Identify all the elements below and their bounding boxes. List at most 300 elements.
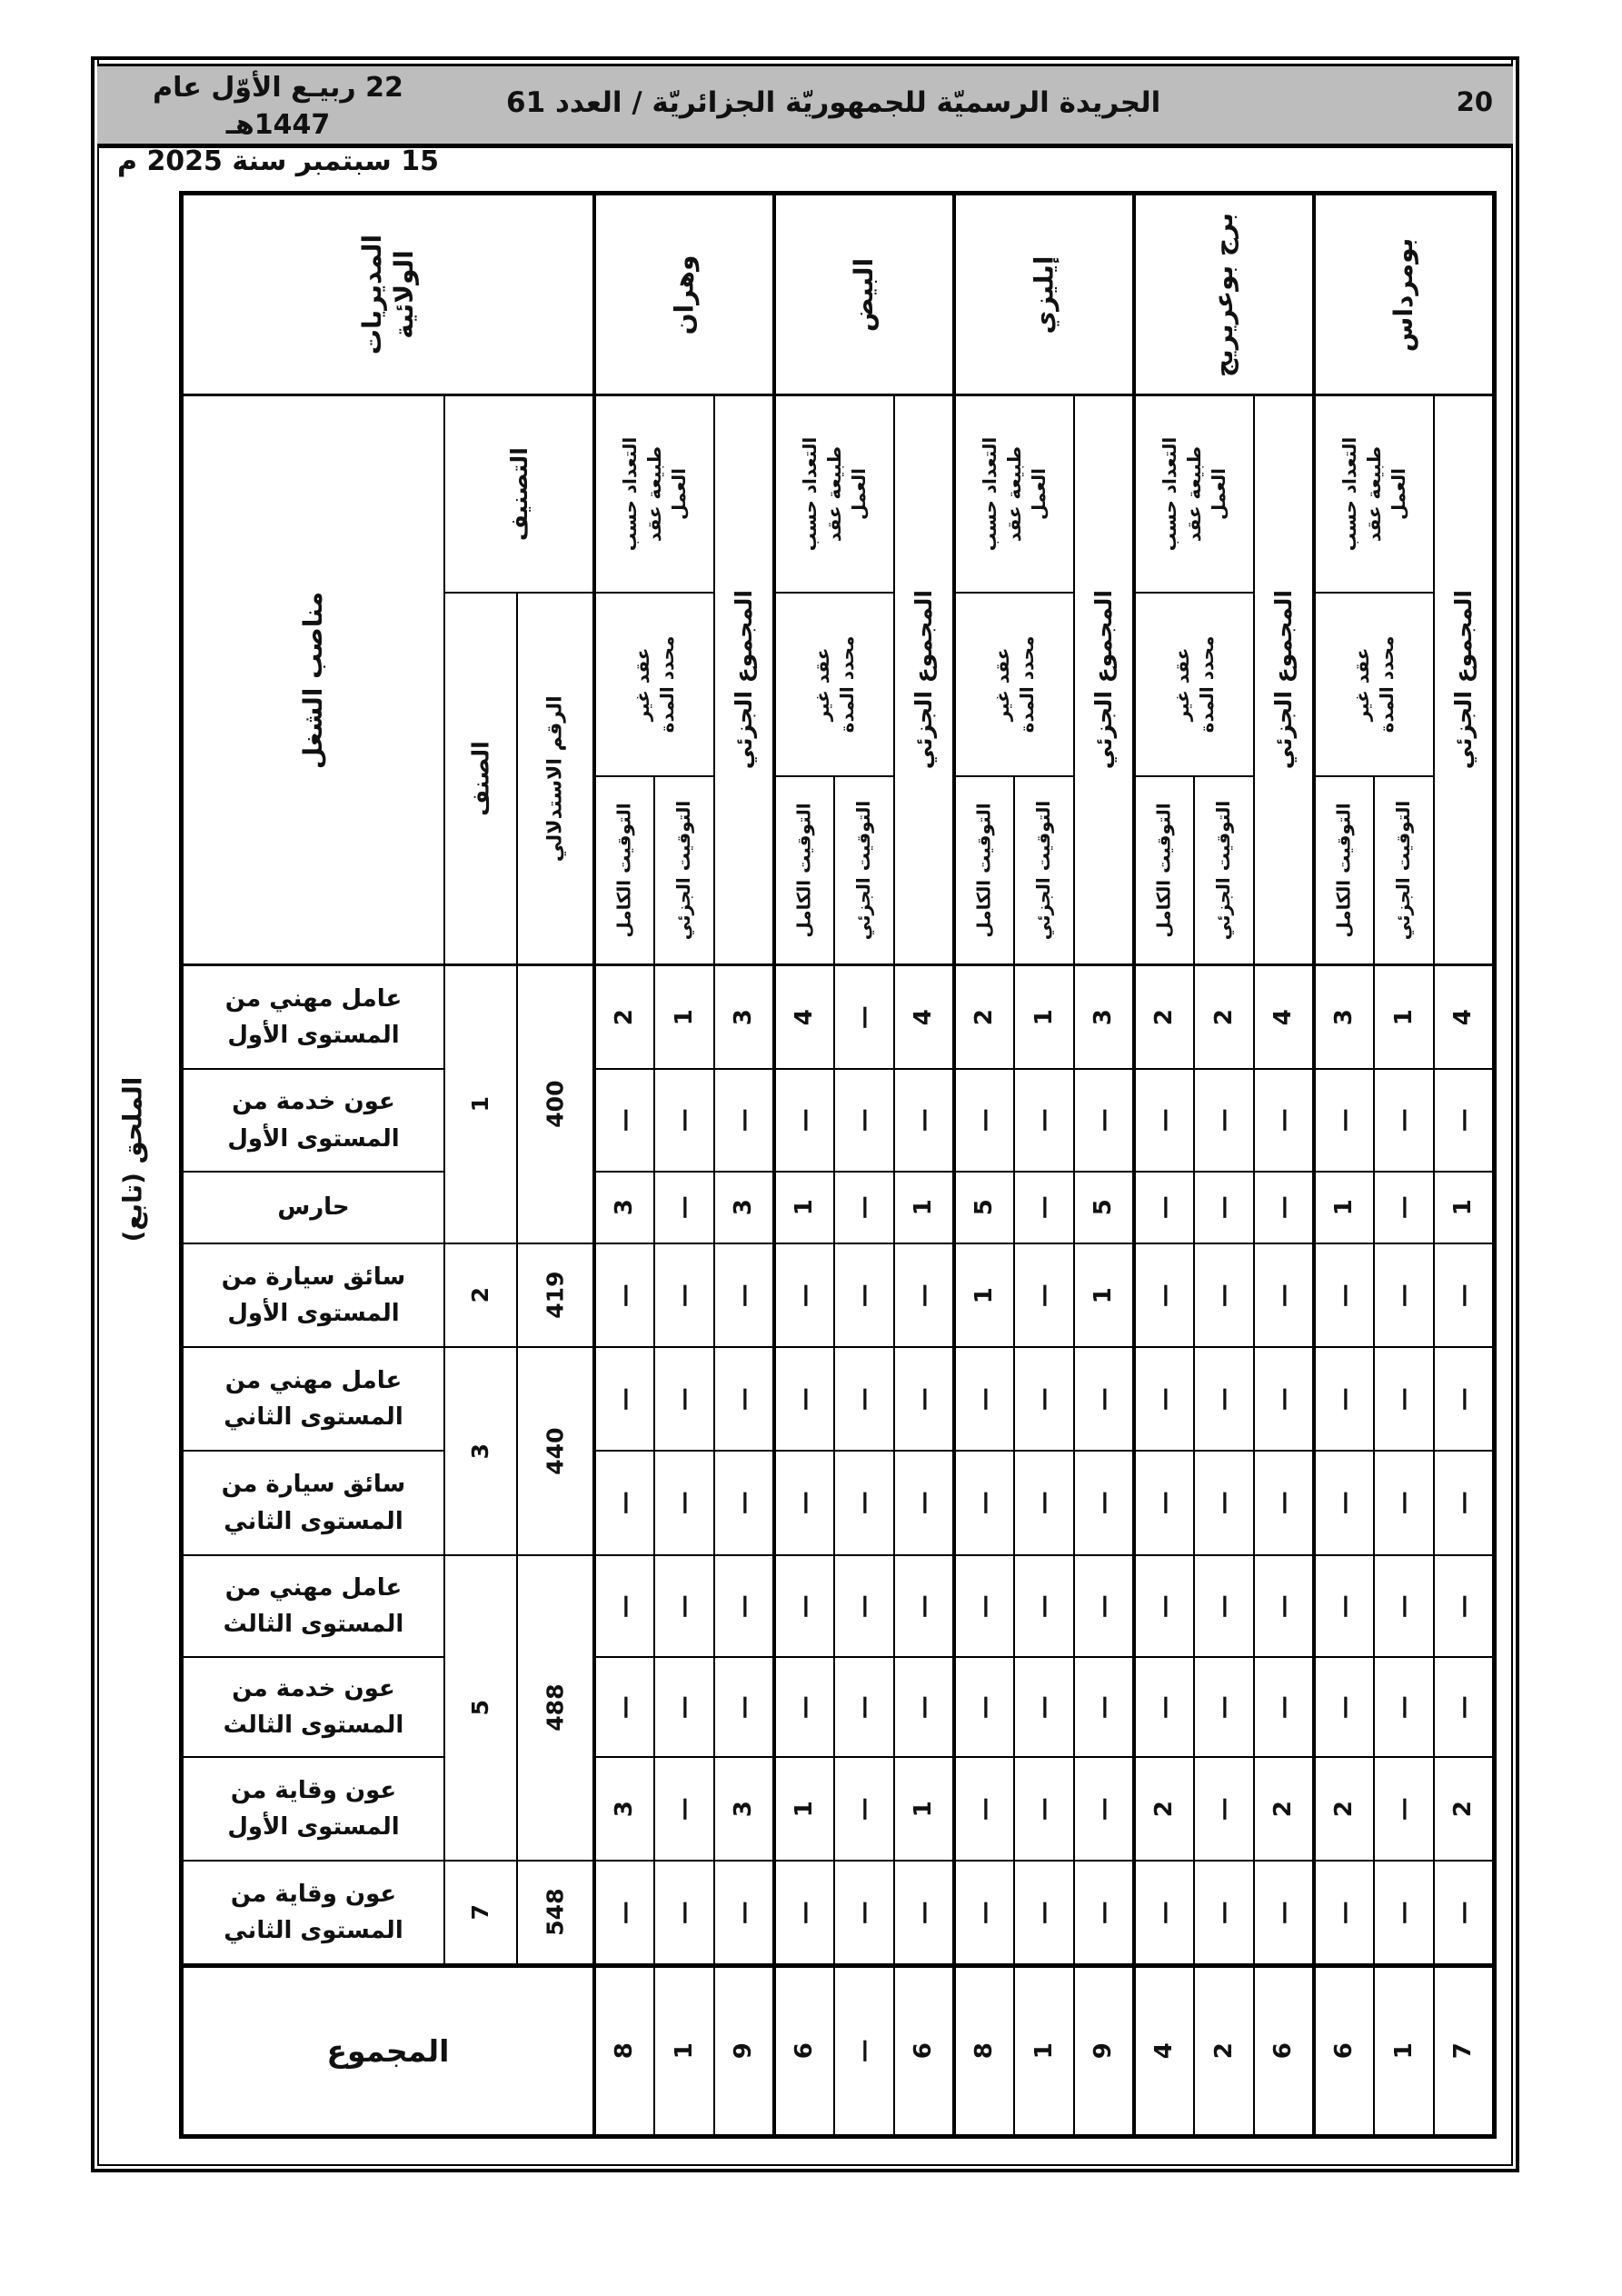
journal-title: الجريدة الرسميّة للجمهوريّة الجزائريّة / العدد 61 [506,86,1161,119]
data-cell-text: 1 [670,1008,698,1026]
data-cell-text: — [1150,1283,1179,1307]
job-title-text: حارس [277,1193,350,1222]
data-cell-text: — [850,1901,878,1924]
data-cell [1255,1173,1312,1243]
subtotal-header [715,396,772,963]
subtotal-header-text: المجموع الجزئي [1090,590,1117,770]
data-cell [776,1173,833,1243]
data-cell [835,1452,893,1554]
data-cell-text: — [970,1108,999,1133]
data-cell-text: — [1150,1491,1179,1515]
data-cell [1015,1244,1073,1346]
fulltime-header-text: التوقيت الكامل [1333,803,1356,938]
data-cell-text: — [1150,1387,1179,1411]
data-cell [1316,966,1373,1068]
data-cell-text: — [1389,1695,1418,1719]
data-cell-text: — [611,1387,639,1411]
data-cell [715,1244,772,1346]
data-cell [1136,1758,1193,1860]
parttime-header [835,777,893,963]
data-cell [1316,1173,1373,1243]
data-cell-text: — [791,1594,819,1618]
data-cell-text: — [730,1491,758,1515]
data-cell [1136,1452,1193,1554]
data-cell [715,1452,772,1554]
data-cell-text: — [670,1901,698,1924]
total-cell [596,1968,653,2134]
data-cell-text: — [850,1005,878,1029]
fulltime-header-text: التوقيت الكامل [1153,803,1176,938]
data-cell [1015,1070,1073,1171]
job-title [184,1348,443,1450]
subtotal-header [1075,396,1132,963]
data-cell-text: 2 [1209,1008,1238,1026]
count-by-contract-header [776,396,893,592]
data-cell-text: — [791,1387,819,1411]
data-cell [776,966,833,1068]
data-cell [1195,1348,1253,1450]
data-cell [1195,1173,1253,1243]
data-cell [776,1658,833,1756]
data-cell [956,1862,1013,1963]
data-cell-text: — [1449,1901,1478,1924]
parttime-header [1015,777,1073,963]
data-cell-text: — [970,1797,999,1821]
wilaya-header-text: البيض [849,257,880,332]
subtotal-header [1255,396,1312,963]
data-cell-text: — [730,1901,758,1924]
data-cell [715,1070,772,1171]
job-title [184,1862,443,1963]
data-cell-text: — [670,1695,698,1719]
data-cell-text: — [791,1491,819,1515]
total-cell-text: 8 [611,2042,639,2060]
index-value [518,1862,592,1963]
data-cell-text: — [850,1491,878,1515]
index-value [518,1244,592,1346]
job-title-text: سائق سيارة من المستوى الأول [221,1263,406,1327]
data-cell-text: — [850,1195,878,1220]
data-cell-text: 3 [730,1199,758,1216]
data-cell [1136,1244,1193,1346]
data-cell-text: — [1269,1901,1298,1924]
data-cell-text: — [1090,1594,1118,1618]
data-cell-text: — [910,1901,938,1924]
job-title [184,1758,443,1860]
category-value-text: 1 [467,1096,494,1113]
data-cell-text: — [1449,1695,1478,1719]
count-by-contract-header [596,396,713,592]
data-cell-text: — [1209,1108,1238,1133]
count-by-contract-header-text: التعداد حسب طبيعة عقد العمل [799,436,870,552]
data-cell-text: — [1209,1491,1238,1515]
data-cell-text: — [611,1901,639,1924]
data-cell [1435,1348,1492,1450]
data-cell-text: — [791,1901,819,1924]
fulltime-header-text: التوقيت الكامل [793,803,816,938]
data-cell [1255,1862,1312,1963]
header-band [97,64,1513,177]
parttime-header [655,777,713,963]
column-header-jobs [184,396,443,963]
job-title-text: عون وقاية من المستوى الأول [227,1776,400,1841]
total-row-label-text: المجموع [326,2032,450,2069]
data-cell-text: — [970,1901,999,1924]
data-cell-text: 4 [1449,1008,1478,1026]
data-cell-text: — [1209,1195,1238,1220]
data-cell [956,1173,1013,1243]
data-cell-text: — [611,1695,639,1719]
data-cell [776,1348,833,1450]
data-cell [1136,1862,1193,1963]
header-date-hijri: 22 ربيـع الأوّل عام 1447هـ [153,72,403,141]
data-cell-text: — [1269,1195,1298,1220]
wilaya-header [596,195,772,394]
data-cell-text: — [1449,1594,1478,1618]
data-cell [1015,1348,1073,1450]
data-cell-text: 5 [970,1199,999,1216]
data-cell [776,1862,833,1963]
wilaya-header-text: بومرداس [1388,237,1419,352]
data-cell [715,1758,772,1860]
data-cell [1195,1758,1253,1860]
job-title [184,966,443,1068]
data-cell-text: — [1389,1108,1418,1133]
category-value-text: 7 [467,1904,494,1921]
data-cell-text: 1 [970,1286,999,1304]
total-cell-text: 7 [1449,2042,1478,2060]
fulltime-header [1316,777,1373,963]
open-ended-contract-header-text: عقد غير محدد المدة [990,635,1038,734]
data-cell-text: — [1209,1901,1238,1924]
data-cell [776,1070,833,1171]
data-cell [1075,1244,1132,1346]
data-cell [835,1758,893,1860]
data-cell [1435,1862,1492,1963]
data-cell-text: — [1150,1695,1179,1719]
parttime-header-text: التوقيت الجزئي [1212,800,1235,941]
total-cell [776,1968,833,2134]
data-cell [1435,1556,1492,1656]
data-cell-text: 1 [1330,1199,1358,1216]
job-title-text: عون خدمة من المستوى الأول [227,1088,400,1153]
open-ended-contract-header-text: عقد غير محدد المدة [1170,635,1218,734]
data-cell-text: 2 [1449,1800,1478,1818]
data-cell-text: — [1389,1491,1418,1515]
data-cell-text: — [1389,1797,1418,1821]
data-cell [1195,1658,1253,1756]
total-cell [1136,1968,1193,2134]
data-cell [596,1556,653,1656]
data-cell-text: — [1449,1108,1478,1133]
category-value [445,1348,516,1554]
parttime-header [1375,777,1433,963]
data-cell-text: — [1030,1901,1058,1924]
total-cell [1015,1968,1073,2134]
data-cell-text: — [1389,1387,1418,1411]
data-cell [1136,1070,1193,1171]
data-cell-text: — [910,1283,938,1307]
data-cell-text: — [611,1594,639,1618]
data-cell [956,1244,1013,1346]
job-title-text: عامل مهني من المستوى الثالث [223,1573,404,1638]
job-title [184,1556,443,1656]
data-cell [1075,1070,1132,1171]
data-cell [655,1758,713,1860]
data-cell-text: 3 [611,1800,639,1818]
data-cell [1075,1758,1132,1860]
data-cell-text: — [910,1695,938,1719]
data-cell [1375,1758,1433,1860]
data-cell [1195,966,1253,1068]
data-cell-text: — [1269,1108,1298,1133]
data-cell [596,966,653,1068]
fulltime-header [596,777,653,963]
data-cell-text: — [670,1594,698,1618]
index-value [518,966,592,1243]
job-title [184,1658,443,1756]
data-cell-text: — [1389,1901,1418,1924]
total-cell [1375,1968,1433,2134]
total-cell [1435,1968,1492,2134]
data-cell [956,1348,1013,1450]
data-cell [1255,1658,1312,1756]
total-cell [1316,1968,1373,2134]
data-cell [1255,1244,1312,1346]
total-cell-text: 8 [970,2042,999,2060]
job-title [184,1173,443,1243]
data-cell [1136,966,1193,1068]
data-cell [956,1556,1013,1656]
data-cell-text: 3 [1330,1008,1358,1026]
data-cell-text: — [1030,1491,1058,1515]
data-cell [596,1070,653,1171]
data-cell [1075,1658,1132,1756]
data-cell-text: — [1090,1797,1118,1821]
category-value [445,1862,516,1963]
category-value [445,1244,516,1346]
count-by-contract-header-text: التعداد حسب طبيعة عقد العمل [979,436,1050,552]
data-cell [596,1244,653,1346]
data-cell [715,1173,772,1243]
total-cell [715,1968,772,2134]
data-cell [1375,1070,1433,1171]
data-cell [1316,1556,1373,1656]
data-cell [1136,1556,1193,1656]
data-cell [895,1658,952,1756]
data-cell-text: 1 [1389,1008,1418,1026]
data-cell-text: — [1150,1594,1179,1618]
data-cell-text: — [1030,1195,1058,1220]
data-cell-text: — [970,1594,999,1618]
total-row-label [184,1968,592,2134]
data-cell-text: — [1090,1387,1118,1411]
data-cell [895,966,952,1068]
data-cell-text: — [1269,1387,1298,1411]
data-cell [715,966,772,1068]
data-cell [1435,1758,1492,1860]
count-by-contract-header-text: التعداد حسب طبيعة عقد العمل [1159,436,1229,552]
job-title [184,1244,443,1346]
data-cell-text: 2 [1269,1800,1298,1818]
data-cell [835,1556,893,1656]
total-cell-text: 1 [1389,2042,1418,2060]
data-cell-text: — [1330,1695,1358,1719]
data-cell [1015,1758,1073,1860]
total-cell [895,1968,952,2134]
data-cell [1075,1452,1132,1554]
data-cell [1375,1173,1433,1243]
data-cell-text: — [1090,1491,1118,1515]
data-cell-text: — [1030,1387,1058,1411]
data-cell [835,1862,893,1963]
data-cell-text: 3 [730,1008,758,1026]
data-cell [1375,1348,1433,1450]
data-cell [715,1348,772,1450]
total-cell-text: 6 [910,2042,938,2060]
data-cell-text: — [1330,1901,1358,1924]
column-header-directorates-text: المديريات الولائية [357,234,419,355]
data-cell [835,1070,893,1171]
job-title-text: عون وقاية من المستوى الثاني [224,1880,403,1944]
data-cell [956,1758,1013,1860]
data-cell [776,1244,833,1346]
data-cell [1075,1862,1132,1963]
column-header-classification [445,396,592,592]
wilaya-header-text: برج بوعريريج [1209,212,1239,377]
data-cell-text: — [1389,1283,1418,1307]
data-cell [1015,1556,1073,1656]
data-cell-text: — [1209,1594,1238,1618]
data-cell-text: — [670,1283,698,1307]
data-cell-text: 1 [910,1199,938,1216]
parttime-header-text: التوقيت الجزئي [672,800,695,941]
data-cell-text: — [611,1108,639,1133]
column-header-category [445,594,516,963]
data-cell [1255,966,1312,1068]
data-cell [1316,1658,1373,1756]
data-cell [1136,1658,1193,1756]
data-cell [835,1658,893,1756]
parttime-header [1195,777,1253,963]
subtotal-header [895,396,952,963]
data-cell [835,1173,893,1243]
data-cell [1136,1348,1193,1450]
data-cell [956,1452,1013,1554]
data-cell [1435,1070,1492,1171]
data-cell-text: — [1269,1491,1298,1515]
wilaya-header [776,195,952,394]
data-cell [1195,1452,1253,1554]
total-cell-text: 6 [1330,2042,1358,2060]
data-cell [1255,1348,1312,1450]
data-cell-text: — [970,1387,999,1411]
data-cell [1015,1862,1073,1963]
data-cell [655,1862,713,1963]
data-cell-text: 2 [1330,1800,1358,1818]
open-ended-contract-header-text: عقد غير محدد المدة [631,635,678,734]
annex-label [95,1045,171,1273]
data-cell-text: — [1030,1594,1058,1618]
data-cell [956,1070,1013,1171]
data-cell [1015,966,1073,1068]
column-header-jobs-text: مناصب الشغل [298,591,329,769]
total-cell [835,1968,893,2134]
data-cell-text: — [910,1108,938,1133]
data-cell [596,1862,653,1963]
data-cell [715,1658,772,1756]
data-cell [1375,1862,1433,1963]
total-cell [956,1968,1013,2134]
data-cell-text: 4 [910,1008,938,1026]
data-cell-text: — [1030,1695,1058,1719]
data-cell [776,1452,833,1554]
data-cell-text: — [970,1491,999,1515]
data-cell-text: — [670,1387,698,1411]
data-cell [956,966,1013,1068]
data-cell-text: — [1389,1594,1418,1618]
data-cell-text: — [730,1283,758,1307]
data-cell-text: — [1209,1387,1238,1411]
data-cell [1435,966,1492,1068]
data-cell-text: — [850,1108,878,1133]
data-cell [1255,1758,1312,1860]
wilaya-header-text: وهران [669,255,700,334]
open-ended-contract-header [776,594,893,775]
data-cell-text: — [850,1797,878,1821]
data-cell-text: 5 [1090,1199,1118,1216]
data-cell [1375,1452,1433,1554]
data-cell [655,1452,713,1554]
data-cell [776,1556,833,1656]
data-cell-text: — [670,1195,698,1220]
data-cell [655,1173,713,1243]
data-cell-text: — [1330,1283,1358,1307]
data-cell-text: — [1150,1195,1179,1220]
header-date-gregorian: 15 سبتمبر سنة 2025 م [117,145,439,177]
data-cell [776,1758,833,1860]
open-ended-contract-header [1316,594,1433,775]
data-cell [895,1348,952,1450]
index-value-text: 440 [542,1427,569,1475]
data-cell-text: 4 [1269,1008,1298,1026]
data-cell [1255,1452,1312,1554]
data-cell-text: 4 [791,1008,819,1026]
data-cell-text: — [1030,1283,1058,1307]
total-cell [1255,1968,1312,2134]
data-cell [895,1452,952,1554]
data-cell-text: — [1090,1901,1118,1924]
data-cell [1195,1862,1253,1963]
data-cell-text: 3 [611,1199,639,1216]
column-header-index-text: الرقم الاستدلالي [543,695,567,862]
data-cell [1375,1658,1433,1756]
column-header-directorates [184,195,592,394]
job-title [184,1070,443,1171]
data-cell-text: — [850,1387,878,1411]
fulltime-header-text: التوقيت الكامل [613,803,636,938]
data-cell-text: 2 [970,1008,999,1026]
data-cell-text: — [1389,1195,1418,1220]
data-cell-text: — [850,1594,878,1618]
parttime-header-text: التوقيت الجزئي [1392,800,1415,941]
data-cell-text: — [670,1797,698,1821]
open-ended-contract-header-text: عقد غير محدد المدة [1350,635,1398,734]
data-cell [655,1348,713,1450]
job-title-text: عامل مهني من المستوى الأول [224,984,403,1049]
total-cell-text: 6 [791,2042,819,2060]
wilaya-header [956,195,1132,394]
